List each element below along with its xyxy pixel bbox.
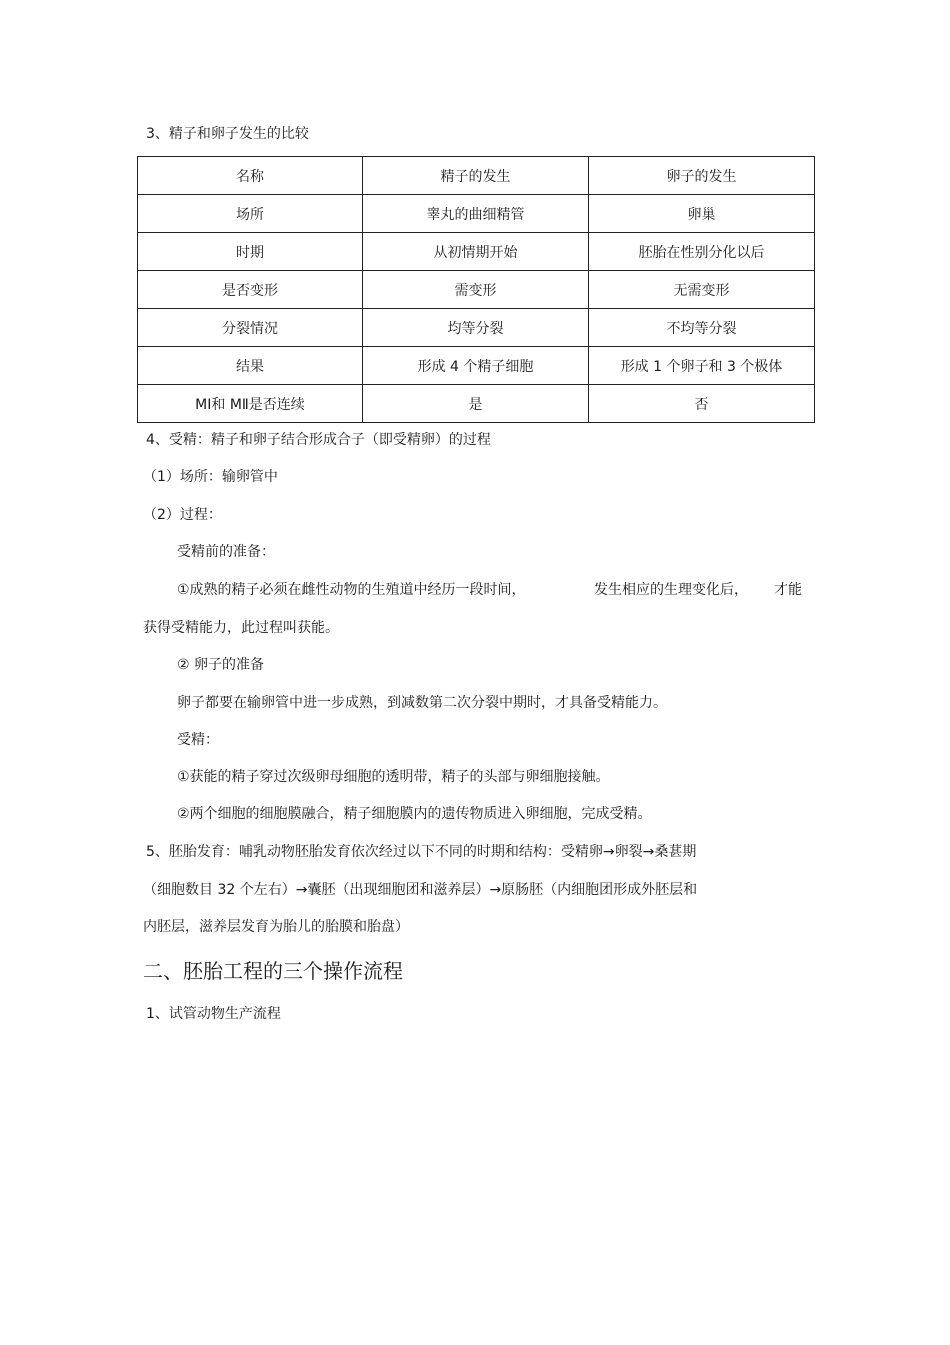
table-row <box>138 157 815 195</box>
table-cell: 是 <box>363 385 589 423</box>
table-cell: 卵子的发生 <box>589 157 815 195</box>
table-cell: 卵巢 <box>589 195 815 233</box>
table-cell: 是否变形 <box>138 271 363 309</box>
preparation-1-part2: 发生相应的生理变化后， <box>594 582 748 598</box>
table-cell: 胚胎在性别分化以后 <box>589 233 815 271</box>
table-cell: 名称 <box>138 157 363 195</box>
preparation-1-part1: ①成熟的精子必须在雌性动物的生殖道中经历一段时间， <box>177 582 526 598</box>
table-cell: 不均等分裂 <box>589 309 815 347</box>
table-cell: 睾丸的曲细精管 <box>363 195 589 233</box>
section-4-title: 4、受精：精子和卵子结合形成合子（即受精卵）的过程 <box>146 432 491 448</box>
section-3-title: 3、精子和卵子发生的比较 <box>146 126 309 142</box>
table-cell: 否 <box>589 385 815 423</box>
preparation-title: 受精前的准备： <box>177 544 275 560</box>
preparation-1-continued: 获得受精能力，此过程叫获能。 <box>143 620 339 636</box>
preparation-2-text: 卵子都要在输卵管中进一步成熟，到减数第二次分裂中期时，才具备受精能力。 <box>177 695 667 711</box>
section-5-line-3: 内胚层，滋养层发育为胎儿的胎膜和胎盘） <box>143 919 409 935</box>
table-cell: 无需变形 <box>589 271 815 309</box>
table-cell: 结果 <box>138 347 363 385</box>
table-cell: 均等分裂 <box>363 309 589 347</box>
table-row <box>138 195 815 233</box>
table-row <box>138 385 815 423</box>
fertilization-step-2: ②两个细胞的细胞膜融合，精子细胞膜内的遗传物质进入卵细胞，完成受精。 <box>177 806 652 822</box>
table-cell: 场所 <box>138 195 363 233</box>
fertilization-title: 受精： <box>177 732 219 748</box>
table-cell: 分裂情况 <box>138 309 363 347</box>
table-cell: 时期 <box>138 233 363 271</box>
heading-2: 二、胚胎工程的三个操作流程 <box>143 959 403 983</box>
table-row <box>138 309 815 347</box>
preparation-1-part3: 才能 <box>774 582 802 598</box>
table-cell: 精子的发生 <box>363 157 589 195</box>
fertilization-place: （1）场所：输卵管中 <box>143 469 278 485</box>
section-5-line-2: （细胞数目 32 个左右）→囊胚（出现细胞团和滋养层）→原肠胚（内细胞团形成外胚层和 <box>143 882 698 898</box>
comparison-table <box>137 156 815 423</box>
table-row <box>138 233 815 271</box>
table-cell: 形成 4 个精子细胞 <box>363 347 589 385</box>
table-cell: 形成 1 个卵子和 3 个极体 <box>589 347 815 385</box>
table-cell: MⅠ和 MⅡ是否连续 <box>138 385 363 423</box>
table-row <box>138 271 815 309</box>
table-cell: 从初情期开始 <box>363 233 589 271</box>
table-cell: 需变形 <box>363 271 589 309</box>
section-5-line-1: 5、胚胎发育：哺乳动物胚胎发育依次经过以下不同的时期和结构：受精卵→卵裂→桑葚期 <box>146 844 697 860</box>
table-row <box>138 347 815 385</box>
subsection-1-title: 1、试管动物生产流程 <box>146 1006 281 1022</box>
preparation-2-title: ② 卵子的准备 <box>177 657 265 673</box>
fertilization-process-label: （2）过程： <box>143 507 222 523</box>
fertilization-step-1: ①获能的精子穿过次级卵母细胞的透明带，精子的头部与卵细胞接触。 <box>177 769 610 785</box>
